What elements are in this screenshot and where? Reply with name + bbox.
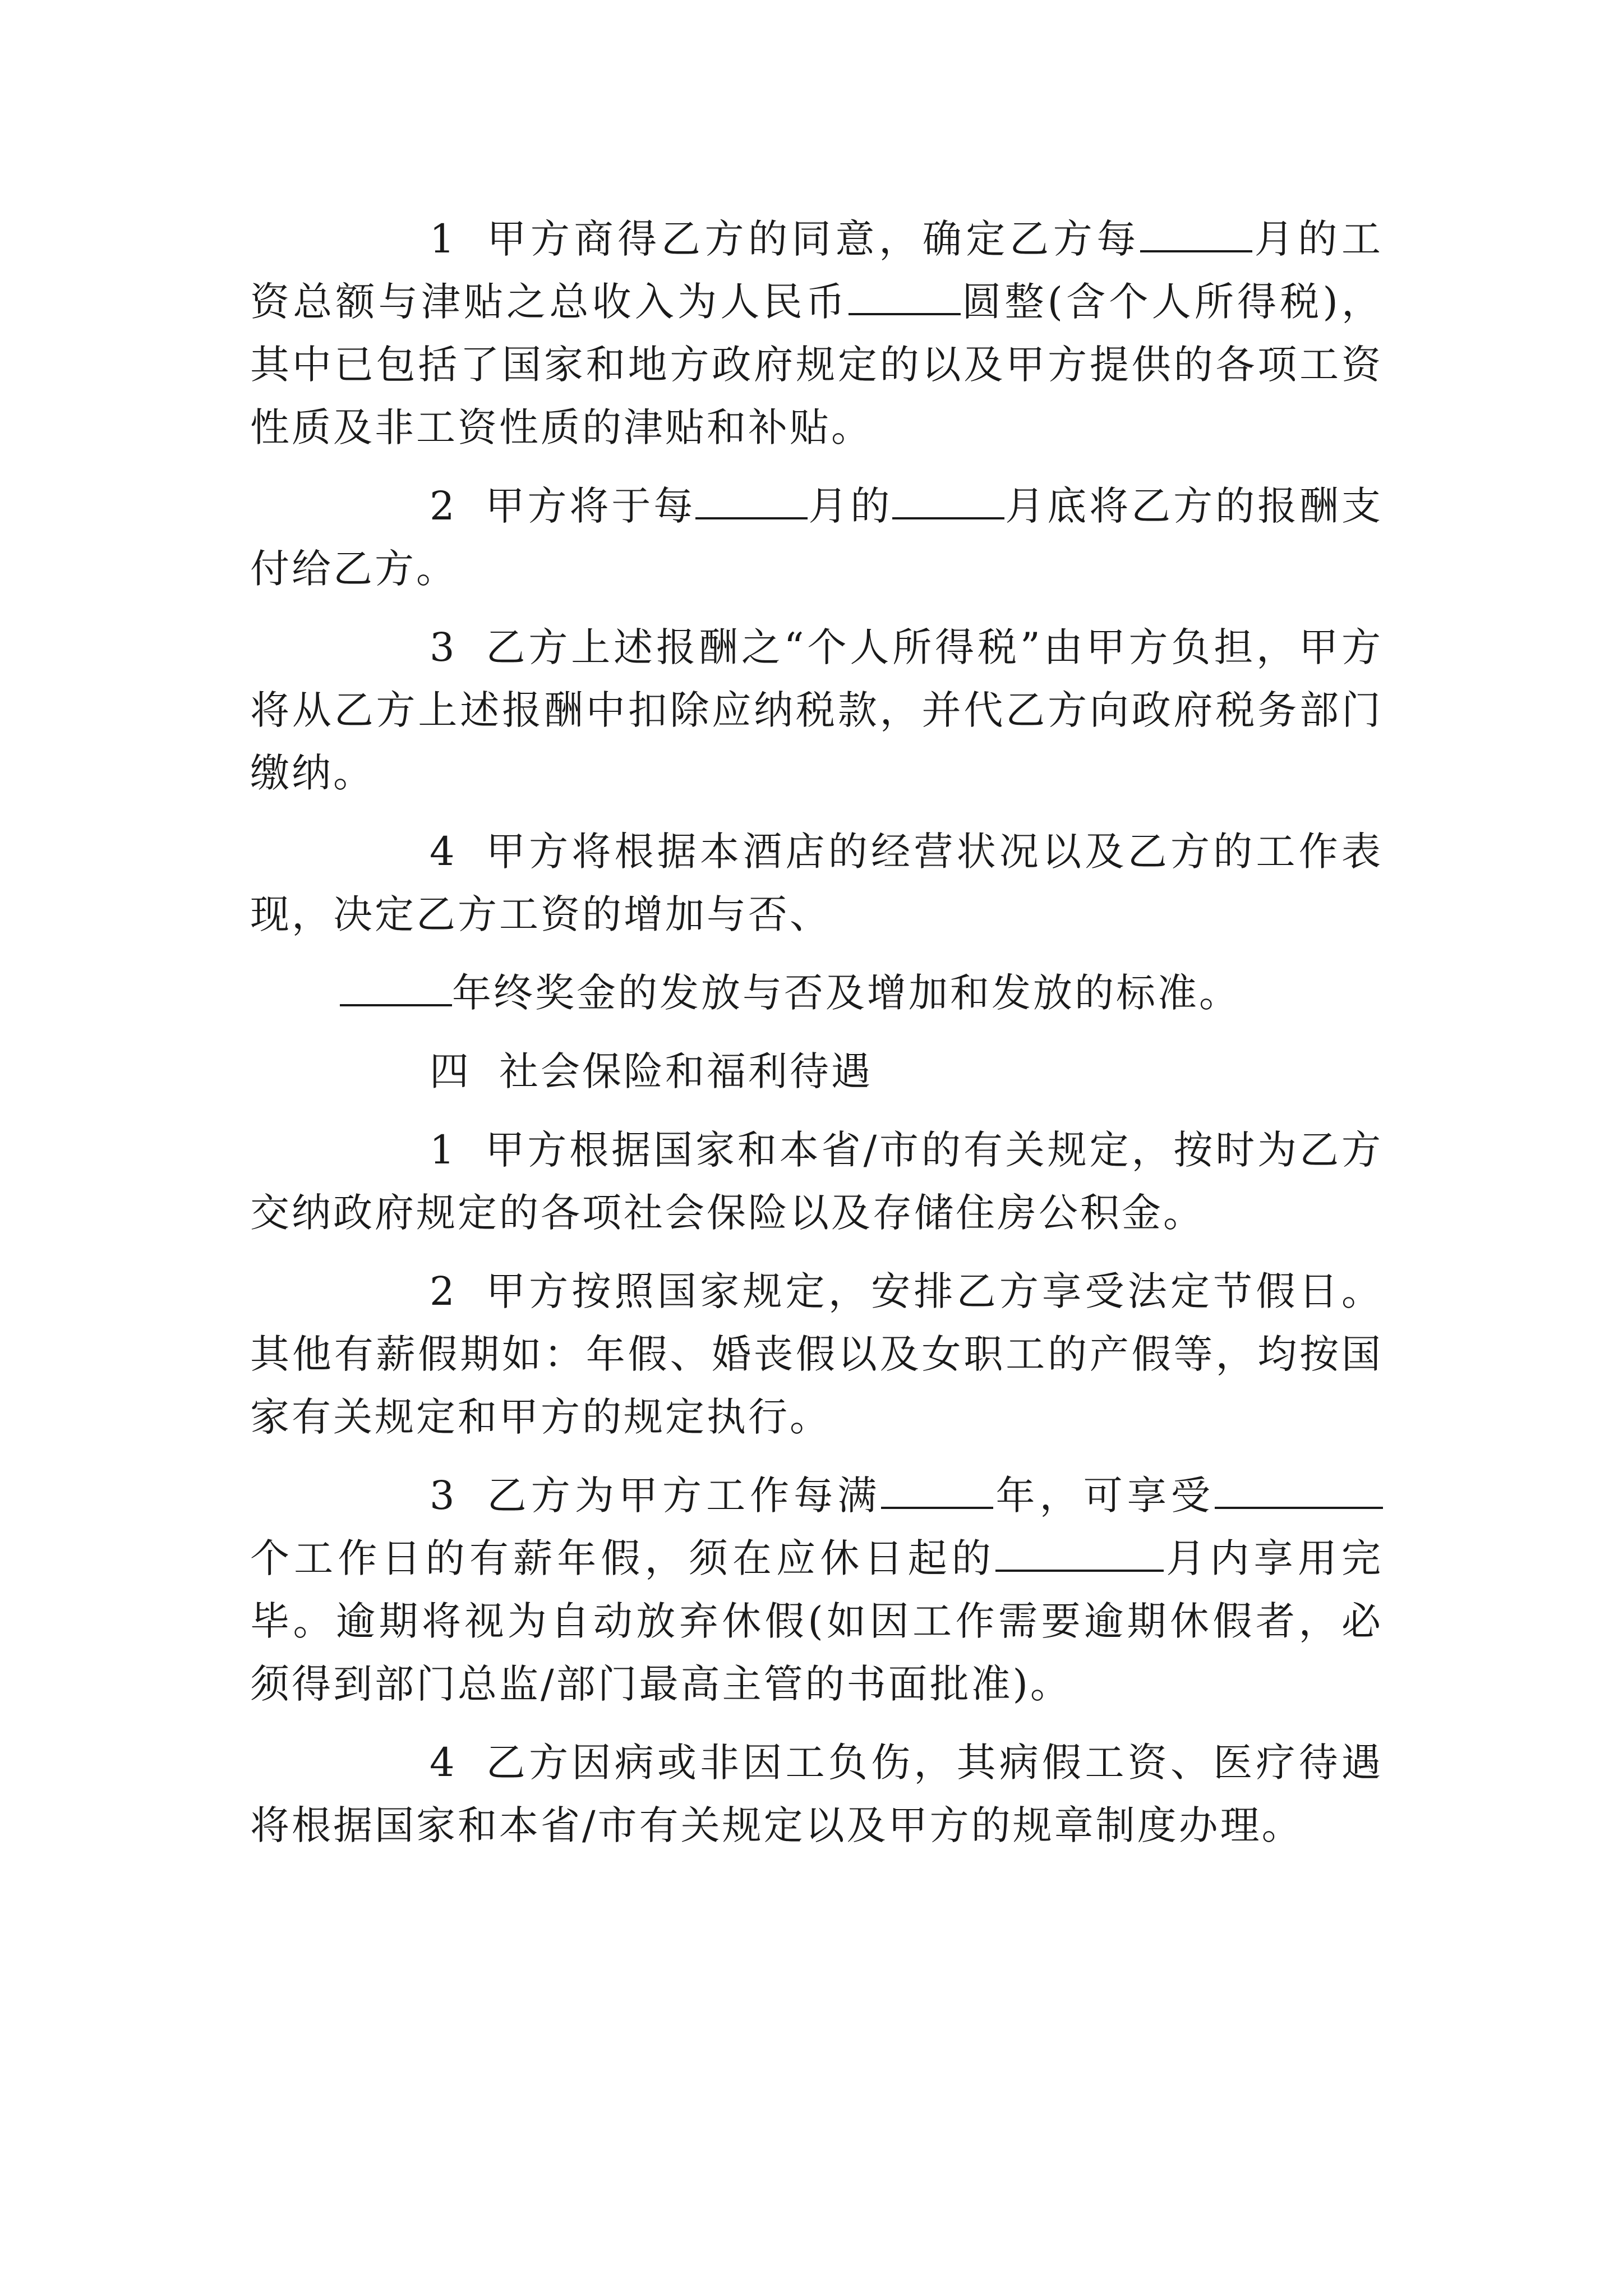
paragraph-text: 月底将乙方的报酬支付给乙方。 [250,483,1384,592]
paragraph-text: 个工作日的有薪年假，须在应休日起的 [250,1535,996,1581]
paragraph-salary-increase [250,820,1383,946]
paragraph-text: 乙方上述报酬之“个人所得税”由甲方负担，甲方将从乙方上述报酬中扣除应纳税款，并代乙方向政府税务部门缴纳。 [250,624,1383,796]
paragraph-text: 乙方因病或非因工负伤，其病假工资、医疗待遇将根据国家和本省/市有关规定以及甲方的规章制度办理。 [250,1740,1383,1848]
document-body [250,208,1383,1872]
paragraph-text: 月内享用完毕。逾期将视为自动放弃休假(如因工作需要逾期休假者，必须得到部门总监/部门最高主管的书面批准)。 [250,1535,1384,1707]
fill-in-blank[interactable] [849,276,961,315]
clause-number: 3 [430,1473,457,1519]
paragraph-holidays [250,1260,1383,1448]
paragraph-text: 月的工资总额与津贴之总收入为人民币 [250,216,1384,325]
fill-in-blank[interactable] [340,967,452,1006]
clause-number: 4 [430,1740,457,1786]
paragraph-pay-total [250,208,1383,459]
paragraph-text: 甲方将根据本酒店的经营状况以及乙方的工作表现，决定乙方工资的增加与否、 [250,829,1383,937]
fill-in-blank[interactable] [1140,213,1252,252]
paragraph-text: 年终奖金的发放与否及增加和发放的标准。 [452,970,1241,1016]
paragraph-income-tax [250,616,1383,804]
paragraph-year-end-bonus [250,961,1383,1024]
paragraph-text: 圆整(含个人所得税)，其中已包括了国家和地方政府规定的以及甲方提供的各项工资性质及非工资性质的津贴和补贴。 [250,279,1383,450]
clause-number: 3 [430,624,457,670]
clause-number: 2 [430,1268,457,1314]
clause-number: 2 [430,483,457,529]
paragraph-text: 乙方为甲方工作每满 [485,1473,882,1519]
clause-number: 4 [430,829,457,875]
paragraph-text: 甲方按照国家规定，安排乙方享受法定节假日。其他有薪假期如：年假、婚丧假以及女职工的产假等，均按国家有关规定和甲方的规定执行。 [250,1268,1383,1440]
paragraph-text: 甲方根据国家和本省/市的有关规定，按时为乙方交纳政府规定的各项社会保险以及存储住房公积金。 [250,1127,1383,1236]
clause-number: 1 [430,1127,457,1173]
paragraph-text: 年，可享受 [993,1473,1215,1519]
clause-number: 1 [430,216,457,262]
paragraph-text: 甲方将于每 [485,483,696,529]
fill-in-blank[interactable] [892,480,1004,519]
paragraph-social-insurance [250,1119,1383,1244]
section-title: 社会保险和福利待遇 [499,1048,873,1094]
paragraph-text: 甲方商得乙方的同意，确定乙方每 [485,216,1141,262]
fill-in-blank[interactable] [695,480,808,519]
paragraph-annual-leave [250,1464,1383,1715]
paragraph-text: 月的 [808,483,893,529]
paragraph-pay-date [250,475,1383,600]
section-heading-social-insurance [250,1040,1383,1103]
paragraph-sick-leave [250,1731,1383,1857]
fill-in-blank[interactable] [881,1470,993,1509]
fill-in-blank[interactable] [1215,1470,1383,1509]
fill-in-blank[interactable] [995,1533,1164,1572]
section-number: 四 [430,1048,471,1094]
